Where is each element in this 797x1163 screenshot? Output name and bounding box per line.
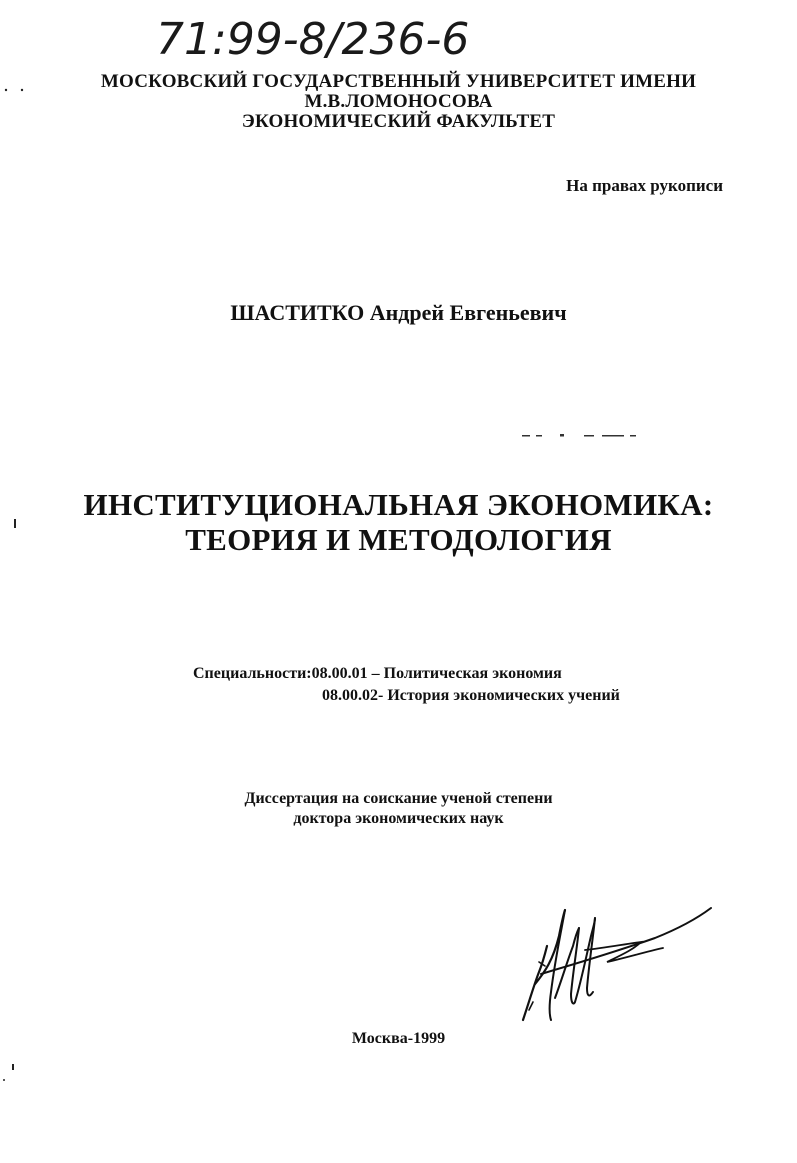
degree-line1: Диссертация на соискание ученой степени (244, 790, 553, 807)
faculty-name: ЭКОНОМИЧЕСКИЙ ФАКУЛЬТЕТ (241, 111, 556, 132)
scan-artifact-dashes (522, 433, 642, 439)
university-name: МОСКОВСКИЙ ГОСУДАРСТВЕННЫЙ УНИВЕРСИТЕТ ИМЕНИ (100, 71, 697, 92)
place-and-year: Москва-1999 (351, 1030, 446, 1047)
specialty-2: 08.00.02- История экономических учений (322, 687, 620, 704)
catalog-number-text: 71:99-8/236-6 (156, 14, 470, 65)
handwritten-signature (515, 902, 715, 1030)
specialties-label: Специальности: (193, 665, 312, 682)
dissertation-title: ИНСТИТУЦИОНАЛЬНАЯ ЭКОНОМИКА: (83, 487, 714, 522)
dissertation-title-line2: ТЕОРИЯ И МЕТОДОЛОГИЯ (185, 522, 612, 557)
specialties-line1 (193, 664, 562, 684)
handwritten-catalog-number (148, 6, 548, 68)
specialty-1: 08.00.01 – Политическая экономия (311, 665, 562, 682)
university-name-line2: М.В.ЛОМОНОСОВА (304, 91, 493, 112)
rights-note: На правах рукописи (566, 176, 723, 195)
author-name: ШАСТИТКО Андрей Евгеньевич (230, 300, 567, 325)
degree-line2: доктора экономических наук (293, 810, 504, 827)
